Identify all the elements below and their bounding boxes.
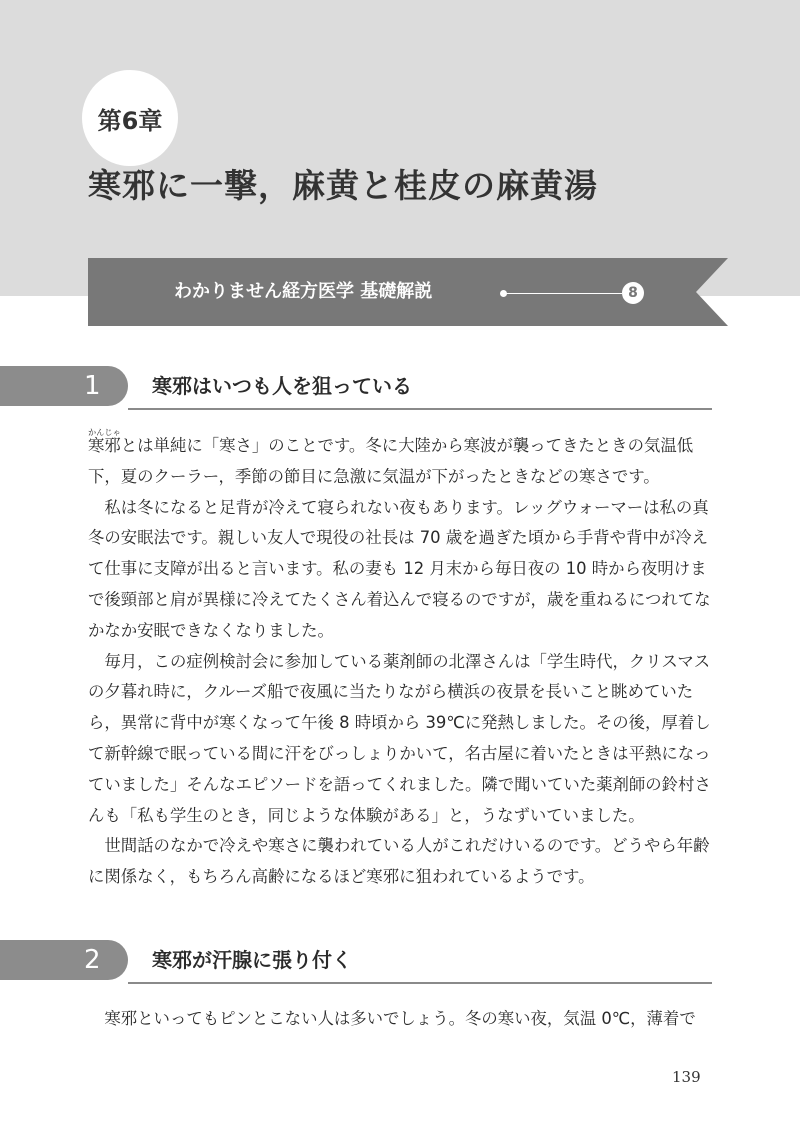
banner-title: わかりません経方医学 基礎解説 (174, 281, 433, 302)
section-2-body (88, 1004, 714, 1035)
section-2-tab-shape (0, 940, 800, 986)
section-2-paragraph-1: 寒邪といってもピンとこない人は多いでしょう。冬の寒い夜，気温 0℃，薄着で (104, 1009, 696, 1028)
section-1-paragraph-4: 世間話のなかで冷えや寒さに襲われている人がこれだけいるのです。どうやら年齢に関係なく，もちろん高齢になるほど寒邪に狙われているようです。 (88, 836, 710, 887)
section-1-paragraph-3: 毎月，この症例検討会に参加している薬剤師の北澤さんは「学生時代，クリスマスの夕暮れ時に，クルーズ船で夜風に当たりながら横浜の夜景を長いこと眺めていたら，異常に背中が寒くなって午後 8 時頃から 39℃に発熱しました。その後，厚着して新幹線で眠っている間に汗をびっしょりかいて，名古屋に着いたときは平熱になっていました」そんなエピソードを語ってくれました。隣で聞いていた薬剤師の鈴村さんも「私も学生のとき，同じような体験がある」と，うなずいていました。 (88, 651, 711, 825)
section-2-heading (0, 940, 800, 986)
banner-divider-line (506, 293, 622, 294)
section-1-rule (128, 408, 712, 410)
section-1-heading (0, 366, 800, 412)
ruby-kanja: 寒邪かんじゃ (88, 428, 121, 455)
section-1-title: 寒邪はいつも人を狙っている (152, 374, 412, 398)
section-2-rule (128, 982, 712, 984)
banner-number-badge: 8 (622, 282, 644, 304)
chapter-label: 第6章 (97, 106, 163, 135)
section-2-number: 2 (84, 945, 101, 975)
chapter-title: 寒邪に一撃，麻黄と桂皮の麻黄湯 (88, 166, 598, 205)
chapter-label-badge (82, 70, 178, 166)
section-2-title: 寒邪が汗腺に張り付く (152, 948, 352, 972)
page-number: 139 (672, 1068, 701, 1086)
section-1-paragraph-2: 私は冬になると足背が冷えて寝られない夜もあります。レッグウォーマーは私の真冬の安眠法です。親しい友人で現役の社長は 70 歳を過ぎた頃から手背や背中が冷えて仕事に支障が出ると言います。私の妻も 12 月末から毎日夜の 10 時から夜明けまで後頸部と肩が異様に冷えてたくさん着込んで寝るのですが，歳を重ねるにつれてなかなか安眠できなくなりました。 (88, 497, 711, 640)
section-1-body (88, 428, 714, 893)
series-banner (88, 258, 728, 326)
section-1-number: 1 (84, 371, 101, 401)
section-1-paragraph-1: 寒邪かんじゃとは単純に「寒さ」のことです。冬に大陸から寒波が襲ってきたときの気温低下，夏のクーラー，季節の節目に急激に気温が下がったときなどの寒さです。 (88, 428, 694, 486)
